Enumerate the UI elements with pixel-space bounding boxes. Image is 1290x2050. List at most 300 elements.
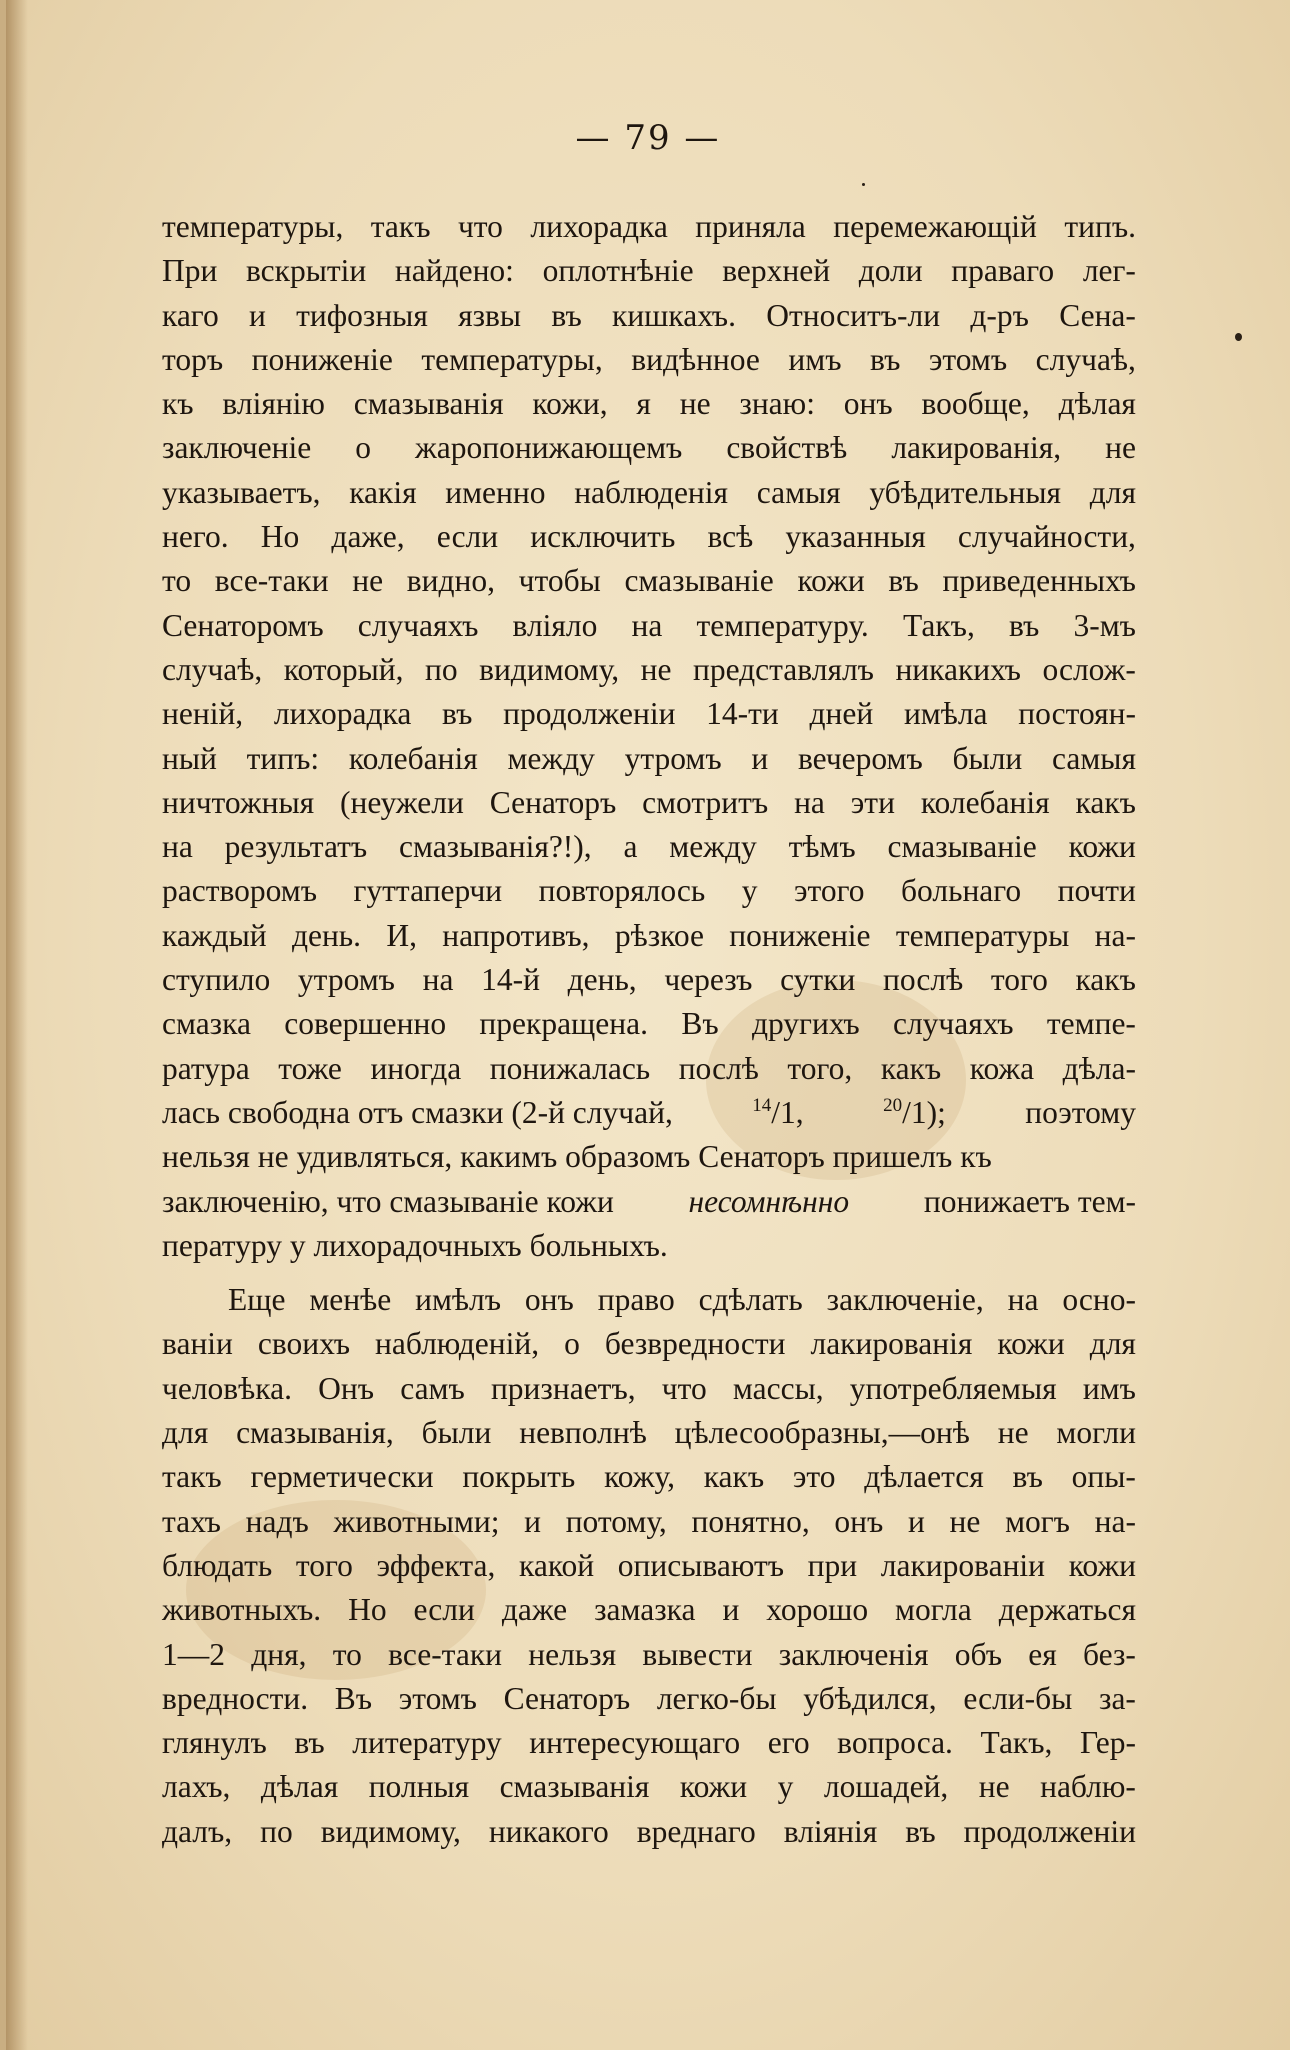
word: невполнѣ [519,1415,647,1451]
word: тахъ [162,1503,221,1539]
word: почти [1057,873,1136,909]
word: онъ [524,1282,574,1318]
word: если [436,519,499,555]
word: неній, [162,696,244,732]
word: дѣлая [260,1769,339,1805]
word: пониженіе [729,917,871,953]
text-line [162,604,1136,648]
word: не [1105,430,1136,466]
italic-emphasis: несомнѣнно [688,1183,850,1219]
word: самыя [1052,740,1136,776]
word: въ [870,341,901,377]
text-line [162,471,1136,515]
word: легко-бы [656,1680,777,1716]
word: о [564,1326,580,1362]
paragraph-2 [162,1278,1136,1854]
text-line [162,1677,1136,1721]
word: въ [551,297,582,333]
ink-speck [862,183,865,186]
word: видимому, [320,1813,461,1849]
word: вліяло [512,607,598,643]
word: то [162,563,192,599]
word: смазыванія [499,1769,650,1805]
text-line [162,559,1136,603]
word: лакированія [810,1326,973,1362]
word: растворомъ [162,873,318,909]
word: жаропонижающемъ [414,430,683,466]
word: послѣ [678,1050,759,1086]
fraction-denominator: /1); [902,1094,946,1130]
word: для [162,1415,209,1451]
text-line [162,1322,1136,1366]
word: видѣнное [631,341,760,377]
word: каждый [162,917,267,953]
word: дѣлая [1058,386,1136,422]
word: При [162,253,218,289]
word: перемежающій [833,209,1037,244]
text-line [162,1544,1136,1588]
word: темпе- [1046,1006,1136,1042]
word: у [777,1769,794,1805]
word: него. [162,519,229,555]
word: даже [501,1592,568,1628]
text-line [162,205,1136,249]
text-line [162,648,1136,692]
word: язвы [458,297,522,333]
word: Въ [334,1680,373,1716]
text-line [162,426,1136,470]
word: смотритъ [642,784,769,820]
word: а [623,829,638,865]
word: именно [445,474,546,510]
text-line [162,1721,1136,1765]
word: того [295,1547,353,1583]
word: случайности, [957,519,1136,555]
word: самъ [400,1370,465,1406]
word: ничтожныя [162,784,315,820]
paragraph-1 [162,205,1136,1091]
word: температуру. [696,607,869,643]
word: который, [283,651,404,687]
word: смазываніе [887,829,1037,865]
word: ратура [162,1050,250,1086]
word: лакированіи [880,1547,1046,1583]
text-line [162,781,1136,825]
word: ступило [162,962,271,998]
word: Но [260,519,300,555]
word: осно- [1062,1282,1136,1318]
word: сутки [780,962,856,998]
word: смазыванія, [236,1415,394,1451]
word: если-бы [963,1680,1073,1716]
word: на [162,829,193,865]
word: день, [567,962,637,998]
word: Еще [228,1282,286,1318]
word: лошадей, [823,1769,949,1805]
word: далъ, [162,1813,233,1849]
word: за- [1099,1680,1136,1716]
word: Сенаторомъ [162,607,324,643]
word: какъ [1075,962,1136,998]
word: вреднаго [636,1813,756,1849]
word: температуры [895,917,1070,953]
text-line [162,1455,1136,1499]
text-line [162,1411,1136,1455]
word: по [260,1813,293,1849]
word: видно, [406,563,495,599]
word: безвредности [604,1326,786,1362]
word: въ [294,1725,325,1761]
word: признаетъ, [490,1370,636,1406]
word: сдѣлать [698,1282,803,1318]
word: совершенно [284,1006,447,1042]
word: не [997,1415,1029,1451]
word: какія [349,474,417,510]
word: ный [162,740,217,776]
text-line [162,825,1136,869]
word: для [1089,474,1136,510]
line-segment: понижаетъ тем- [923,1183,1136,1219]
word: и [248,297,266,333]
word: дѣлается [864,1459,984,1495]
word: менѣе [309,1282,392,1318]
word: цѣлесообразны,—онѣ [674,1415,970,1451]
text-line [162,692,1136,736]
word: и [751,740,769,776]
word: никакихъ [895,651,1021,687]
word: въ [905,1813,936,1849]
word: смазыванія?!), [399,829,592,865]
text-line [162,338,1136,382]
word: постоян- [1018,696,1136,732]
word: Такъ, [980,1725,1053,1761]
word: тоже [278,1050,342,1086]
word: нельзя [528,1636,617,1672]
word: все-таки [214,563,329,599]
word: наблюденій, [375,1326,540,1362]
word: на- [1094,1503,1136,1539]
word: пониженіе [251,341,393,377]
word: Сена- [1059,297,1136,333]
word: кишкахъ. [612,297,736,333]
word: случаѣ, [1035,341,1136,377]
text-line [162,382,1136,426]
word: это [792,1459,836,1495]
text-line [162,869,1136,913]
word: убѣдился, [803,1680,937,1716]
word: вліянія [783,1813,878,1849]
word: типъ: [246,740,320,776]
word: на- [1094,917,1136,953]
word: могла [895,1592,972,1628]
word: (неужели [340,784,464,820]
word: имъ [1082,1370,1136,1406]
word: исключить [530,519,676,555]
word: смазыванія [353,386,504,422]
text-line [162,1278,1136,1322]
word: доли [858,253,923,289]
text-line [162,958,1136,1002]
word: не [640,651,672,687]
word: замазка [594,1592,696,1628]
word: кожу, [604,1459,675,1495]
line-segment: лась свободна отъ смазки (2-й случай, [162,1094,673,1130]
word: указываетъ, [162,474,321,510]
line-text: нельзя не удивляться, какимъ образомъ Сенаторъ пришелъ къ [162,1139,992,1175]
word: имъ [788,341,842,377]
word: Сенаторъ [503,1680,631,1716]
word: были [952,740,1023,776]
word: 14-й [481,962,540,998]
word: своихъ [257,1326,350,1362]
page-gutter-shadow [6,0,28,2050]
word: понятно, [691,1503,810,1539]
word: И, [386,917,417,953]
word: продолженіи [963,1813,1136,1849]
word: случаяхъ [357,607,479,643]
word: въ [1008,607,1040,643]
word: торъ [162,341,224,377]
word: лихорадка [273,696,412,732]
word: тифозныя [296,297,428,333]
word: вообще, [921,386,1030,422]
word: всѣ [707,519,754,555]
word: знаю: [739,386,815,422]
line-text: пературу у лихорадочныхъ больныхъ. [162,1227,668,1263]
word: лихорадка [530,209,668,244]
word: кожа [969,1050,1035,1086]
word: наблю- [1040,1769,1136,1805]
word: держаться [998,1592,1136,1628]
text-line [162,914,1136,958]
word: день. [291,917,362,953]
word: лег- [1082,253,1136,289]
text-line [162,1135,1136,1179]
word: у [741,873,758,909]
word: какой [519,1547,595,1583]
word: животными; [333,1503,500,1539]
word: заключеніе [162,430,312,466]
word: Такъ, [902,607,975,643]
word: 3-мъ [1073,607,1136,643]
word: ослож- [1042,651,1136,687]
word: заключеніе, [826,1282,984,1318]
word: Сенаторъ [489,784,617,820]
word: эти [850,784,895,820]
word: описываютъ [617,1547,785,1583]
word: тѣмъ [788,829,856,865]
ink-speck [1235,333,1242,341]
word: Гер- [1079,1725,1136,1761]
word: герметически [250,1459,434,1495]
word: наблюденія [574,474,729,510]
word: результатъ [224,829,368,865]
word: человѣка. [162,1370,292,1406]
word: типъ. [1064,209,1136,244]
word: въ [1012,1459,1043,1495]
text-line [162,1633,1136,1677]
word: онъ [834,1503,884,1539]
word: интересующаго [529,1725,741,1761]
word: кожи, [532,386,608,422]
fraction-20-1 [883,1091,946,1135]
word: для [1089,1326,1136,1362]
word: надъ [245,1503,309,1539]
word: блюдать [162,1547,273,1583]
word: что [661,1370,707,1406]
word: его [767,1725,810,1761]
word: колебанія [348,740,478,776]
word: Но [348,1592,387,1628]
text-line-italic [162,1180,1136,1224]
word: видимому, [479,651,620,687]
word: случаѣ, [162,651,263,687]
word: могъ [1005,1503,1070,1539]
word: 1—2 [162,1636,225,1672]
word: утромъ [297,962,395,998]
word: не [949,1503,981,1539]
text-line [162,1500,1136,1544]
word: полныя [368,1769,470,1805]
word: Въ [681,1006,719,1042]
word: колебанія [920,784,1050,820]
word: вредности. [162,1680,309,1716]
word: никакого [488,1813,609,1849]
word: того, [787,1050,853,1086]
text-line-fractions [162,1091,1136,1135]
word: гуттаперчи [353,873,503,909]
word: того [990,962,1048,998]
word: Относитъ-ли [766,297,941,333]
text-line [162,1765,1136,1809]
word: приняла [695,209,806,244]
word: и [524,1503,542,1539]
word: указанныя [785,519,926,555]
word: по [425,651,458,687]
word: и [907,1503,925,1539]
word: о [355,430,371,466]
word: лахъ, [162,1769,231,1805]
word: на [1007,1282,1039,1318]
word: между [507,740,595,776]
word: чтобы [518,563,601,599]
word: вліянію [222,386,325,422]
word: каго [162,297,219,333]
word: д-ръ [970,297,1029,333]
word: на [422,962,454,998]
text-line [162,515,1136,559]
word: больнаго [901,873,1022,909]
word: массы, [732,1370,824,1406]
text-line [162,294,1136,338]
word: дня, [251,1636,307,1672]
word: повторялось [538,873,706,909]
word: ваніи [162,1326,233,1362]
word: вскрытіи [245,253,367,289]
word: глянулъ [162,1725,267,1761]
word: и [722,1592,740,1628]
word: кожи [797,563,865,599]
word: самыя [756,474,841,510]
word: къ [162,386,194,422]
word: литературу [352,1725,502,1761]
word: дней [809,696,874,732]
word: кожи [1068,1547,1136,1583]
word: приведенныхъ [942,563,1136,599]
word: при [807,1547,858,1583]
word: на [631,607,663,643]
fraction-numerator: 14 [752,1094,772,1116]
word: между [669,829,757,865]
word: что [457,209,503,244]
word: иногда [370,1050,462,1086]
word: кожи [997,1326,1065,1362]
word: какъ [703,1459,765,1495]
word: покрыть [462,1459,576,1495]
word: убѣдительныя [869,474,1062,510]
text-line [162,1047,1136,1091]
word: какъ [880,1050,942,1086]
word: температуры, [421,341,603,377]
word: дѣла- [1062,1050,1136,1086]
word: этомъ [928,341,1008,377]
word: не [978,1769,1010,1805]
word: кожи [1068,829,1136,865]
fraction-denominator: /1, [771,1094,804,1130]
word: представлялъ [692,651,874,687]
word: имѣла [903,696,988,732]
word: эффекта, [376,1547,496,1583]
word: вечеромъ [797,740,923,776]
word: хорошо [766,1592,869,1628]
word: не [352,563,384,599]
word: употребляемыя [849,1370,1057,1406]
word: такъ [162,1459,222,1495]
word: смазка [162,1006,251,1042]
word: животныхъ. [162,1592,322,1628]
word: послѣ [883,962,964,998]
text-line [162,1002,1136,1046]
word: какъ [1075,784,1136,820]
word: 14-ти [706,696,779,732]
word: Онъ [318,1370,375,1406]
word: свойствѣ [726,430,848,466]
word: въ [442,696,473,732]
word: не [679,386,711,422]
word: ея [1028,1636,1057,1672]
word: то [332,1636,362,1672]
word: напротивъ, [442,917,590,953]
word: имѣлъ [415,1282,502,1318]
word: даже, [331,519,405,555]
text-line-last [162,1224,1136,1268]
word: опы- [1071,1459,1136,1495]
word: понижалась [489,1050,651,1086]
word: лакированія, [891,430,1062,466]
word: смазываніе [624,563,774,599]
fraction-14-1 [752,1091,803,1135]
page-body-text [162,205,1136,1854]
word: продолженіи [503,696,676,732]
word: прекращена. [479,1006,648,1042]
fraction-numerator: 20 [883,1094,903,1116]
word: температуры, [162,209,344,244]
word: объ [954,1636,1002,1672]
line-segment: поэтому [1025,1094,1136,1130]
word: все-таки [388,1636,502,1672]
text-line [162,249,1136,293]
text-line [162,737,1136,781]
